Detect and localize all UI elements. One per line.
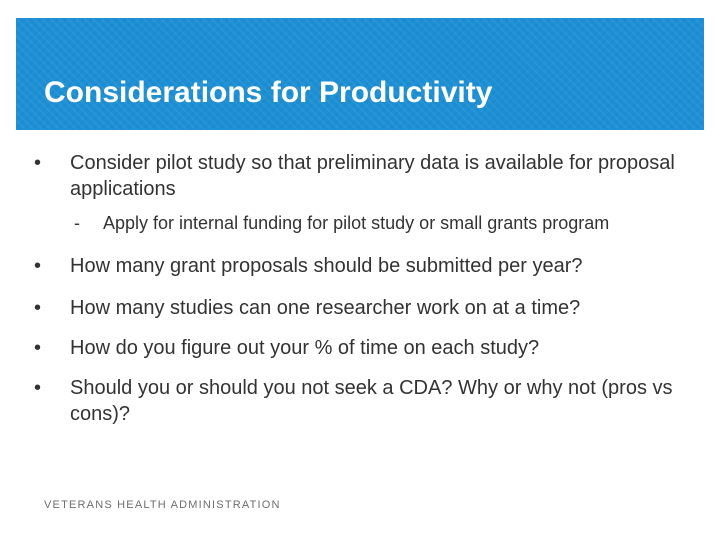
bullet-text: How many studies can one researcher work on at a time? bbox=[70, 297, 581, 319]
bullet-marker: • bbox=[34, 255, 42, 277]
sub-bullet-list bbox=[70, 212, 694, 235]
sub-bullet-marker: - bbox=[74, 213, 80, 233]
bullet-text: Consider pilot study so that preliminary data is available for proposal applications bbox=[70, 152, 675, 200]
bullet-text: How many grant proposals should be submitted per year? bbox=[70, 255, 583, 277]
bullet-marker: • bbox=[34, 377, 42, 399]
bullet-marker: • bbox=[34, 152, 42, 174]
footer-text: VETERANS HEALTH ADMINISTRATION bbox=[44, 499, 281, 511]
slide-title: Considerations for Productivity bbox=[44, 76, 493, 109]
bullet-item bbox=[34, 253, 694, 279]
bullet-marker: • bbox=[34, 297, 42, 319]
sub-bullet-item bbox=[70, 212, 694, 235]
bullet-item bbox=[34, 335, 694, 361]
bullet-text: How do you figure out your % of time on each study? bbox=[70, 337, 540, 359]
sub-bullet-text: Apply for internal funding for pilot study or small grants program bbox=[103, 213, 610, 233]
bullet-item bbox=[34, 295, 694, 321]
bullet-item bbox=[34, 150, 694, 235]
bullet-list bbox=[34, 150, 694, 427]
bullet-marker: • bbox=[34, 337, 42, 359]
title-banner bbox=[16, 18, 704, 130]
bullet-item bbox=[34, 375, 694, 427]
bullet-text: Should you or should you not seek a CDA? Why or why not (pros vs cons)? bbox=[70, 377, 673, 425]
